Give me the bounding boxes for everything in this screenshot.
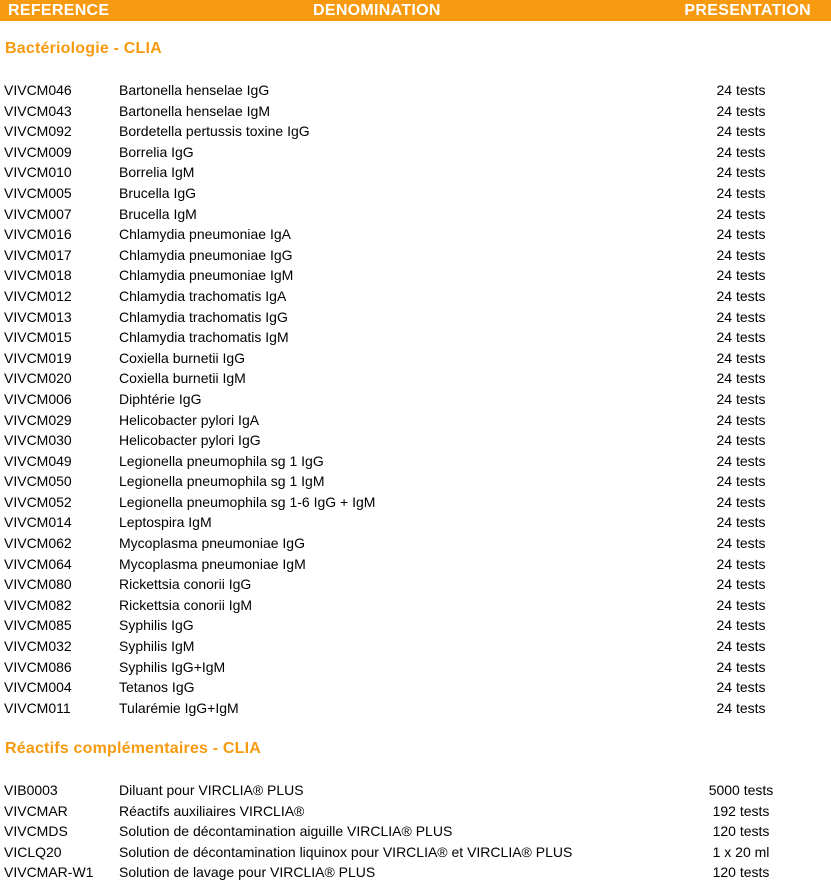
row-denomination: Solution de décontamination aiguille VIRCLIA® PLUS — [119, 823, 453, 840]
row-denomination: Syphilis IgM — [119, 638, 195, 655]
table-row — [0, 410, 831, 431]
row-reference: VIVCM019 — [4, 349, 72, 366]
table-row — [0, 533, 831, 554]
row-presentation: 24 tests — [716, 143, 766, 160]
table-row — [0, 307, 831, 328]
row-reference: VIVCM017 — [4, 246, 72, 263]
row-reference: VIVCM032 — [4, 638, 72, 655]
row-reference: VIVCM086 — [4, 658, 72, 675]
row-reference: VIVCM006 — [4, 390, 72, 407]
row-presentation: 24 tests — [716, 617, 766, 634]
table-row — [0, 471, 831, 492]
row-presentation: 24 tests — [716, 82, 766, 98]
table-row — [0, 348, 831, 369]
row-reference: VIVCM005 — [4, 184, 72, 201]
row-reference: VIVCM046 — [4, 82, 72, 98]
row-reference: VIVCM011 — [4, 699, 71, 716]
row-presentation: 24 tests — [716, 411, 766, 428]
row-presentation: 24 tests — [716, 287, 766, 304]
table-row — [0, 698, 831, 719]
row-presentation: 24 tests — [716, 370, 766, 387]
table-row — [0, 245, 831, 266]
row-denomination: Brucella IgG — [119, 184, 197, 201]
row-denomination: Borrelia IgG — [119, 143, 194, 160]
table-row — [0, 389, 831, 410]
row-denomination: Legionella pneumophila sg 1-6 IgG + IgM — [119, 493, 376, 510]
row-reference: VIVCMAR — [4, 802, 68, 819]
row-presentation: 24 tests — [716, 308, 766, 325]
row-presentation: 192 tests — [712, 802, 770, 819]
row-denomination: Diluant pour VIRCLIA® PLUS — [119, 782, 304, 798]
row-presentation: 24 tests — [716, 514, 766, 531]
row-denomination: Diphtérie IgG — [119, 390, 202, 407]
row-reference: VIVCM020 — [4, 370, 72, 387]
section-rows-bacteriologie — [0, 80, 831, 718]
table-row — [0, 821, 831, 842]
table-row — [0, 286, 831, 307]
row-denomination: Syphilis IgG — [119, 617, 194, 634]
row-presentation: 24 tests — [716, 390, 766, 407]
row-denomination: Coxiella burnetii IgM — [119, 370, 246, 387]
row-presentation: 24 tests — [716, 638, 766, 655]
table-row — [0, 801, 831, 822]
table-row — [0, 224, 831, 245]
row-denomination: Borrelia IgM — [119, 164, 195, 181]
table-row — [0, 595, 831, 616]
row-presentation: 24 tests — [716, 535, 766, 552]
row-presentation: 24 tests — [716, 576, 766, 593]
table-row — [0, 142, 831, 163]
row-reference: VIVCM085 — [4, 617, 72, 634]
row-denomination: Chlamydia pneumoniae IgA — [119, 226, 291, 243]
row-reference: VIVCM043 — [4, 102, 72, 119]
section-title-bacteriologie: Bactériologie - CLIA — [5, 40, 162, 57]
row-denomination: Rickettsia conorii IgG — [119, 576, 252, 593]
row-denomination: Chlamydia trachomatis IgG — [119, 308, 288, 325]
table-row — [0, 574, 831, 595]
table-header — [0, 0, 831, 21]
row-denomination: Bordetella pertussis toxine IgG — [119, 123, 310, 140]
section-title-reactifs: Réactifs complémentaires - CLIA — [5, 740, 262, 757]
row-reference: VIVCM018 — [4, 267, 72, 284]
row-reference: VIVCM013 — [4, 308, 72, 325]
row-presentation: 24 tests — [716, 123, 766, 140]
row-presentation: 24 tests — [716, 164, 766, 181]
row-denomination: Legionella pneumophila sg 1 IgG — [119, 452, 324, 469]
table-row — [0, 101, 831, 122]
row-denomination: Syphilis IgG+IgM — [119, 658, 226, 675]
row-denomination: Bartonella henselae IgM — [119, 102, 270, 119]
row-denomination: Rickettsia conorii IgM — [119, 596, 253, 613]
header-denomination: DENOMINATION — [313, 2, 441, 19]
row-denomination: Mycoplasma pneumoniae IgG — [119, 535, 305, 552]
header-presentation: PRESENTATION — [684, 2, 811, 19]
row-reference: VIVCM014 — [4, 514, 72, 531]
row-reference: VIVCM009 — [4, 143, 72, 160]
row-reference: VIVCM012 — [4, 287, 72, 304]
row-denomination: Leptospira IgM — [119, 514, 212, 531]
row-reference: VIVCM016 — [4, 226, 72, 243]
table-row — [0, 368, 831, 389]
row-denomination: Tularémie IgG+IgM — [119, 699, 239, 716]
table-row — [0, 512, 831, 533]
table-row — [0, 204, 831, 225]
table-row — [0, 636, 831, 657]
table-row — [0, 842, 831, 863]
row-reference: VIVCM062 — [4, 535, 72, 552]
row-denomination: Chlamydia pneumoniae IgM — [119, 267, 294, 284]
row-presentation: 24 tests — [716, 452, 766, 469]
row-denomination: Brucella IgM — [119, 205, 197, 222]
row-reference: VIVCM052 — [4, 493, 72, 510]
table-row — [0, 430, 831, 451]
header-reference: REFERENCE — [8, 2, 110, 19]
row-presentation: 24 tests — [716, 596, 766, 613]
row-presentation: 24 tests — [716, 226, 766, 243]
section-rows-reactifs — [0, 780, 831, 883]
row-presentation: 24 tests — [716, 349, 766, 366]
row-presentation: 24 tests — [716, 205, 766, 222]
row-denomination: Helicobacter pylori IgA — [119, 411, 260, 428]
table-row — [0, 327, 831, 348]
table-row — [0, 183, 831, 204]
row-reference: VIVCM015 — [4, 329, 72, 346]
table-row — [0, 492, 831, 513]
table-row — [0, 657, 831, 678]
row-presentation: 24 tests — [716, 184, 766, 201]
row-reference: VIB0003 — [4, 782, 58, 798]
row-presentation: 120 tests — [712, 864, 770, 881]
row-reference: VIVCM004 — [4, 679, 72, 696]
row-presentation: 24 tests — [716, 432, 766, 449]
row-reference: VIVCM092 — [4, 123, 72, 140]
row-presentation: 24 tests — [716, 246, 766, 263]
row-reference: VIVCM080 — [4, 576, 72, 593]
table-row — [0, 554, 831, 575]
row-denomination: Mycoplasma pneumoniae IgM — [119, 555, 306, 572]
row-reference: VIVCM064 — [4, 555, 72, 572]
table-row — [0, 862, 831, 883]
table-row — [0, 615, 831, 636]
row-denomination: Bartonella henselae IgG — [119, 82, 270, 98]
row-presentation: 24 tests — [716, 493, 766, 510]
row-reference: VIVCMDS — [4, 823, 68, 840]
row-reference: VIVCM010 — [4, 164, 72, 181]
row-presentation: 24 tests — [716, 102, 766, 119]
table-row — [0, 162, 831, 183]
row-presentation: 24 tests — [716, 473, 766, 490]
row-denomination: Chlamydia trachomatis IgA — [119, 287, 287, 304]
row-presentation: 24 tests — [716, 699, 766, 716]
row-denomination: Chlamydia pneumoniae IgG — [119, 246, 293, 263]
row-presentation: 5000 tests — [708, 782, 774, 798]
row-presentation: 120 tests — [712, 823, 770, 840]
row-presentation: 24 tests — [716, 658, 766, 675]
row-denomination: Solution de décontamination liquinox pour VIRCLIA® et VIRCLIA® PLUS — [119, 843, 573, 860]
row-reference: VIVCM050 — [4, 473, 72, 490]
row-reference: VIVCM029 — [4, 411, 72, 428]
row-denomination: Legionella pneumophila sg 1 IgM — [119, 473, 325, 490]
table-row — [0, 121, 831, 142]
row-reference: VIVCM030 — [4, 432, 72, 449]
row-presentation: 24 tests — [716, 555, 766, 572]
table-row — [0, 265, 831, 286]
row-presentation: 24 tests — [716, 679, 766, 696]
row-presentation: 24 tests — [716, 267, 766, 284]
row-reference: VIVCM082 — [4, 596, 72, 613]
row-presentation: 24 tests — [716, 329, 766, 346]
row-presentation: 1 x 20 ml — [712, 843, 770, 860]
table-row — [0, 677, 831, 698]
table-row — [0, 780, 831, 801]
row-denomination: Helicobacter pylori IgG — [119, 432, 261, 449]
row-reference: VIVCM049 — [4, 452, 72, 469]
row-denomination: Tetanos IgG — [119, 679, 195, 696]
row-denomination: Solution de lavage pour VIRCLIA® PLUS — [119, 864, 376, 881]
row-reference: VICLQ20 — [4, 843, 62, 860]
row-reference: VIVCMAR-W1 — [4, 864, 94, 881]
row-denomination: Chlamydia trachomatis IgM — [119, 329, 289, 346]
table-row — [0, 451, 831, 472]
row-reference: VIVCM007 — [4, 205, 72, 222]
table-row — [0, 80, 831, 101]
row-denomination: Coxiella burnetii IgG — [119, 349, 246, 366]
row-denomination: Réactifs auxiliaires VIRCLIA® — [119, 802, 305, 819]
